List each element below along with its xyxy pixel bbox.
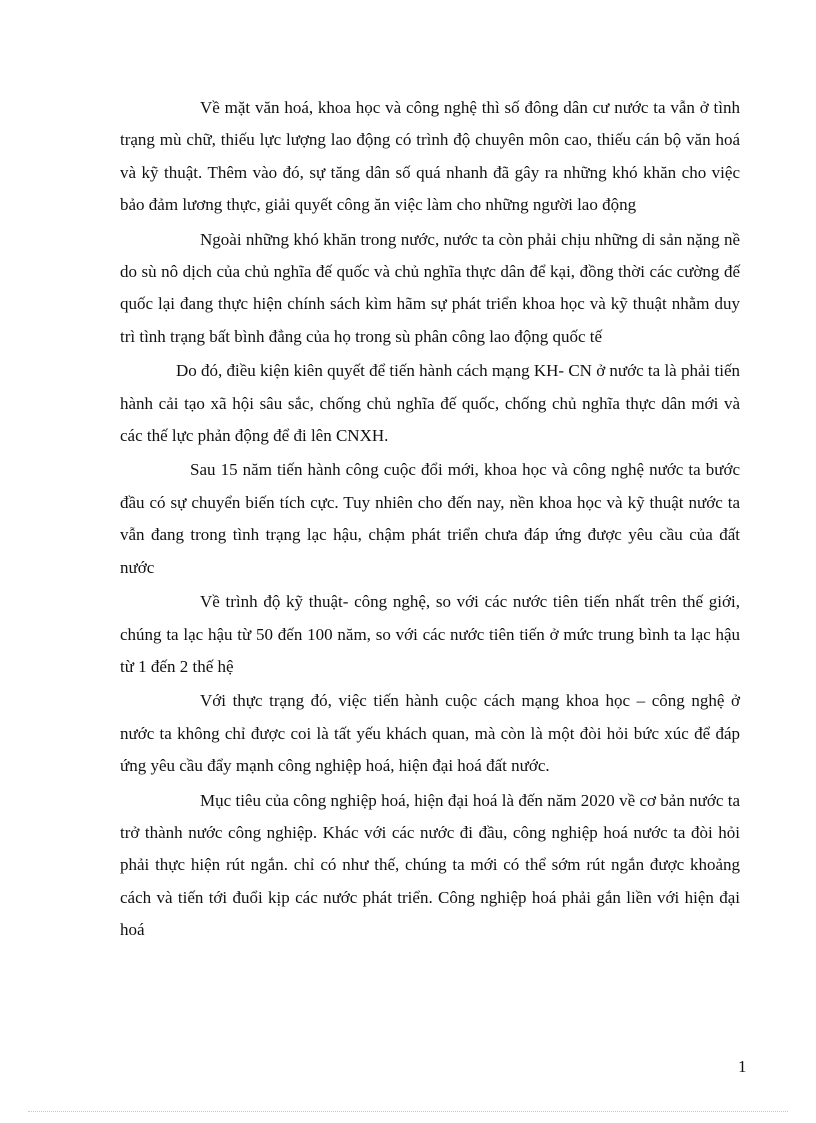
paragraph-prerequisite: Do đó, điều kiện kiên quyết để tiến hành cách mạng KH- CN ở nước ta là phải tiến hành cải tạo xã hội sâu sắc, chống chủ nghĩa đế quốc, chống chủ nghĩa thực dân mới và các thế lực phản động để đi lên CNXH. <box>120 361 740 446</box>
paragraph-culture-science: Về mặt văn hoá, khoa học và công nghệ thì số đông dân cư nước ta vẫn ở tình trạng mù chữ, thiếu lực lượng lao động có trình độ chuyên môn cao, thiếu cán bộ văn hoá và kỹ thuật. Thêm vào đó, sự tăng dân số quá nhanh đã gây ra những khó khăn cho việc bảo đảm lương thực, giải quyết công ăn việc làm cho những người lao động <box>120 98 740 215</box>
paragraph-revolution-necessity: Với thực trạng đó, việc tiến hành cuộc cách mạng khoa học – công nghệ ở nước ta không chỉ được coi là tất yếu khách quan, mà còn là một đòi hỏi bức xúc để đáp ứng yêu cầu đẩy mạnh công nghiệp hoá, hiện đại hoá đất nước. <box>120 691 740 776</box>
page-number: 1 <box>738 1057 747 1076</box>
paragraph-renovation: Sau 15 năm tiến hành công cuộc đổi mới, khoa học và công nghệ nước ta bước đầu có sự chuyển biến tích cực. Tuy nhiên cho đến nay, nền khoa học và kỹ thuật nước ta vẫn đang trong tình trạng lạc hậu, chậm phát triển chưa đáp ứng được yêu cầu của đất nước <box>120 460 740 577</box>
paragraph-industrialization-goal: Mục tiêu của công nghiệp hoá, hiện đại hoá là đến năm 2020 về cơ bản nước ta trở thành nước công nghiệp. Khác với các nước đi đầu, công nghiệp hoá nước ta đòi hỏi phải thực hiện rút ngắn. chỉ có như thế, chúng ta mới có thể sớm rút ngắn được khoảng cách và tiến tới đuổi kịp các nước phát triển. Công nghiệp hoá phải gắn liền với hiện đại hoá <box>120 790 740 940</box>
footer-divider <box>28 1111 788 1112</box>
document-body <box>120 92 740 949</box>
paragraph-technology-level: Về trình độ kỹ thuật- công nghệ, so với các nước tiên tiến nhất trên thế giới, chúng ta lạc hậu từ 50 đến 100 năm, so với các nước tiên tiến ở mức trung bình ta lạc hậu từ 1 đến 2 thế hệ <box>120 592 740 676</box>
paragraph-colonial-legacy: Ngoài những khó khăn trong nước, nước ta còn phải chịu những di sản nặng nề do sù nô dịch của chủ nghĩa đế quốc và chủ nghĩa thực dân để kại, đồng thời các cường đế quốc lại đang thực hiện chính sách kìm hãm sự phát triển khoa học và kỹ thuật nhằm duy trì tình trạng bất bình đẳng của họ trong sù phân công lao động quốc tế <box>120 229 740 346</box>
